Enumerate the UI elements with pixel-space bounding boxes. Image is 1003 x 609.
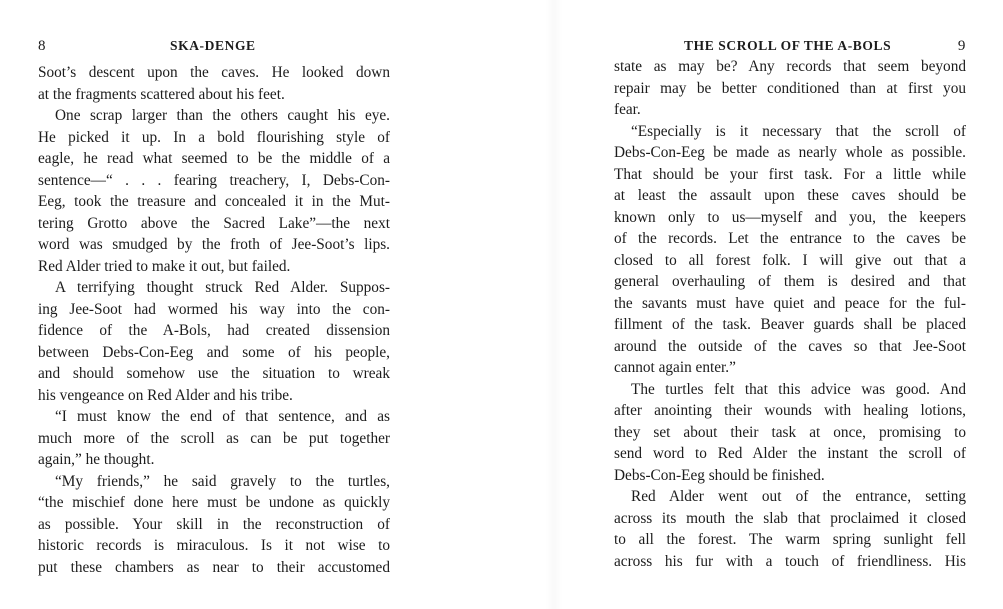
text-line: The turtles felt that this advice was good. And: [631, 380, 966, 398]
text-line: A terrifying thought struck Red Alder. Suppos-: [55, 279, 390, 296]
text-line: general overhauling of them is desired and that: [614, 273, 966, 290]
text-line: fidence of the A-Bols, had created dissension: [38, 322, 390, 339]
text-line: to all the forest. The warm spring sunlight fell: [614, 531, 966, 548]
text-line: word was smudged by the froth of Jee-Soot’s lips.: [38, 236, 390, 253]
left-page-text: [38, 62, 390, 578]
text-line: send word to Red Alder the instant the scroll of: [614, 445, 966, 462]
text-line: He picked it up. In a bold flourishing style of: [38, 128, 390, 146]
text-line: eagle, he read what seemed to be the middle of a: [38, 150, 390, 167]
left-page: [38, 0, 390, 609]
text-line: the savants must have quiet and peace for the ful-: [614, 294, 966, 312]
text-line: Red Alder went out of the entrance, setting: [631, 488, 966, 505]
text-line: One scrap larger than the others caught his eye.: [55, 107, 390, 124]
right-page: [614, 0, 966, 609]
text-line: “I must know the end of that sentence, and as: [55, 408, 390, 425]
text-line: cannot again enter.”: [614, 359, 736, 376]
text-line: of the records. Let the entrance to the caves be: [614, 230, 966, 247]
left-page-header: [38, 38, 390, 58]
text-line: his vengeance on Red Alder and his tribe.: [38, 386, 293, 404]
text-line: “Especially is it necessary that the scroll of: [631, 122, 966, 140]
text-line: “the mischief done here must be undone as quickly: [38, 494, 390, 511]
left-page-number: 8: [38, 38, 47, 54]
text-line: at least the assault upon these caves should be: [614, 187, 966, 204]
text-line: across his fur with a touch of friendliness. His: [614, 552, 966, 570]
text-line: at the fragments scattered about his feet.: [38, 85, 285, 103]
text-line: after anointing their wounds with healing lotions,: [614, 402, 966, 419]
text-line: state as may be? Any records that seem beyond: [614, 58, 966, 75]
right-page-text: [614, 56, 966, 572]
left-running-head: SKA-DENGE: [170, 38, 256, 53]
right-running-head: THE SCROLL OF THE A-BOLS: [684, 38, 892, 53]
text-line: much more of the scroll as can be put together: [38, 429, 390, 447]
text-line: repair may be better conditioned than at first you: [614, 79, 966, 97]
text-line: Soot’s descent upon the caves. He looked down: [38, 64, 390, 81]
text-line: again,” he thought.: [38, 451, 155, 468]
text-line: Eeg, took the treasure and concealed it in the Mut-: [38, 193, 390, 210]
text-line: “My friends,” he said gravely to the turtles,: [55, 472, 390, 490]
text-line: sentence—“ . . . fearing treachery, I, Debs-Con-: [38, 171, 390, 189]
text-line: Debs-Con-Eeg be made as nearly whole as possible.: [614, 144, 966, 161]
text-line: fear.: [614, 101, 641, 118]
text-line: they set about their task at once, promising to: [614, 423, 966, 441]
text-line: across its mouth the slab that proclaimed it closed: [614, 509, 966, 527]
text-line: fillment of the task. Beaver guards shall be placed: [614, 316, 966, 333]
text-line: as possible. Your skill in the reconstruction of: [38, 515, 390, 533]
text-line: between Debs-Con-Eeg and some of his people,: [38, 343, 390, 361]
text-line: That should be your first task. For a little while: [614, 165, 966, 183]
text-line: known only to us—myself and you, the keepers: [614, 208, 966, 226]
text-line: tering Grotto above the Sacred Lake”—the next: [38, 214, 390, 232]
text-line: Debs-Con-Eeg should be finished.: [614, 466, 825, 484]
text-line: closed to all forest folk. I will give out that a: [614, 251, 966, 269]
text-line: and should somehow use the situation to wreak: [38, 365, 390, 382]
right-page-header: [614, 38, 966, 58]
text-line: put these chambers as near to their accustomed: [38, 558, 390, 576]
text-line: ing Jee-Soot had wormed his way into the con-: [38, 300, 390, 318]
text-line: around the outside of the caves so that Jee-Soot: [614, 337, 966, 355]
text-line: historic records is miraculous. Is it not wise to: [38, 537, 390, 554]
text-line: Red Alder tried to make it out, but failed.: [38, 257, 291, 275]
right-page-number: 9: [957, 38, 966, 54]
